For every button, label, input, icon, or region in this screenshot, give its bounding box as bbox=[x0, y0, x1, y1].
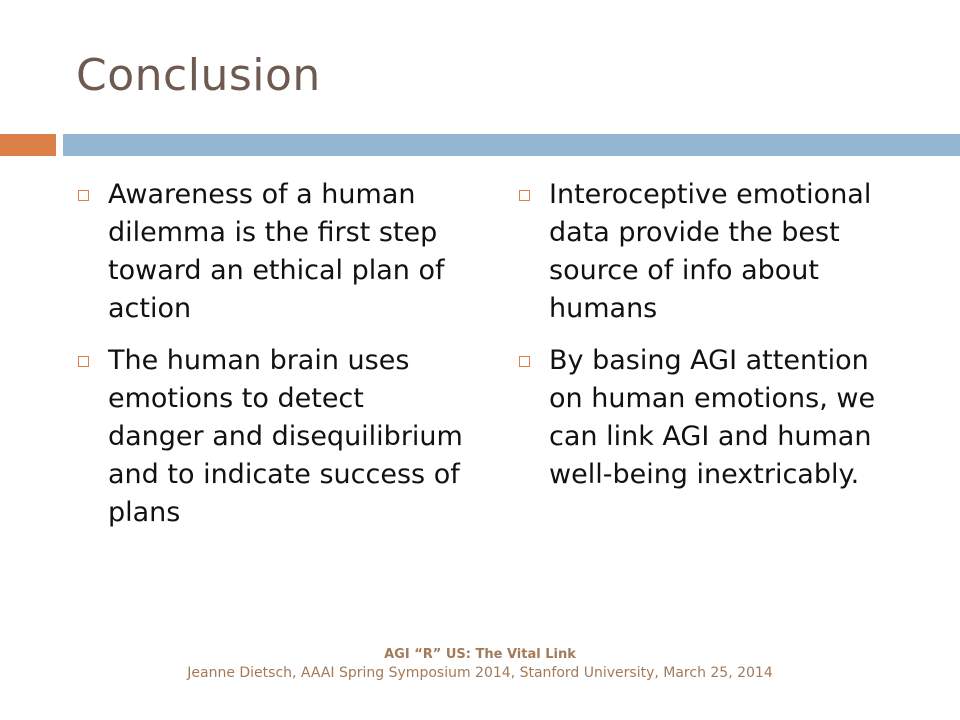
bullet-item bbox=[517, 342, 897, 494]
title-rule-accent-blue bbox=[63, 134, 960, 156]
slide-footer bbox=[0, 646, 960, 683]
slide-title: Conclusion bbox=[76, 50, 321, 101]
bullet-item bbox=[76, 176, 466, 328]
bullet-text: By basing AGI attention on human emotions, we can link AGI and human well-being inextricably. bbox=[549, 345, 876, 490]
bullet-text: Interoceptive emotional data provide the best source of info about humans bbox=[549, 179, 872, 324]
bullet-text: Awareness of a human dilemma is the first step toward an ethical plan of action bbox=[108, 179, 445, 324]
right-column bbox=[517, 176, 897, 508]
footer-presentation-title: AGI “R” US: The Vital Link bbox=[384, 647, 576, 662]
square-bullet-icon bbox=[519, 190, 530, 201]
square-bullet-icon bbox=[78, 190, 89, 201]
bullet-item bbox=[517, 176, 897, 328]
footer-author-venue: Jeanne Dietsch, AAAI Spring Symposium 2014, Stanford University, March 25, 2014 bbox=[187, 665, 773, 681]
title-rule-accent-orange bbox=[0, 134, 56, 156]
left-column bbox=[76, 176, 466, 546]
bullet-text: The human brain uses emotions to detect danger and disequilibrium and to indicate success of plans bbox=[108, 345, 463, 528]
square-bullet-icon bbox=[519, 356, 530, 367]
square-bullet-icon bbox=[78, 356, 89, 367]
bullet-item bbox=[76, 342, 466, 532]
